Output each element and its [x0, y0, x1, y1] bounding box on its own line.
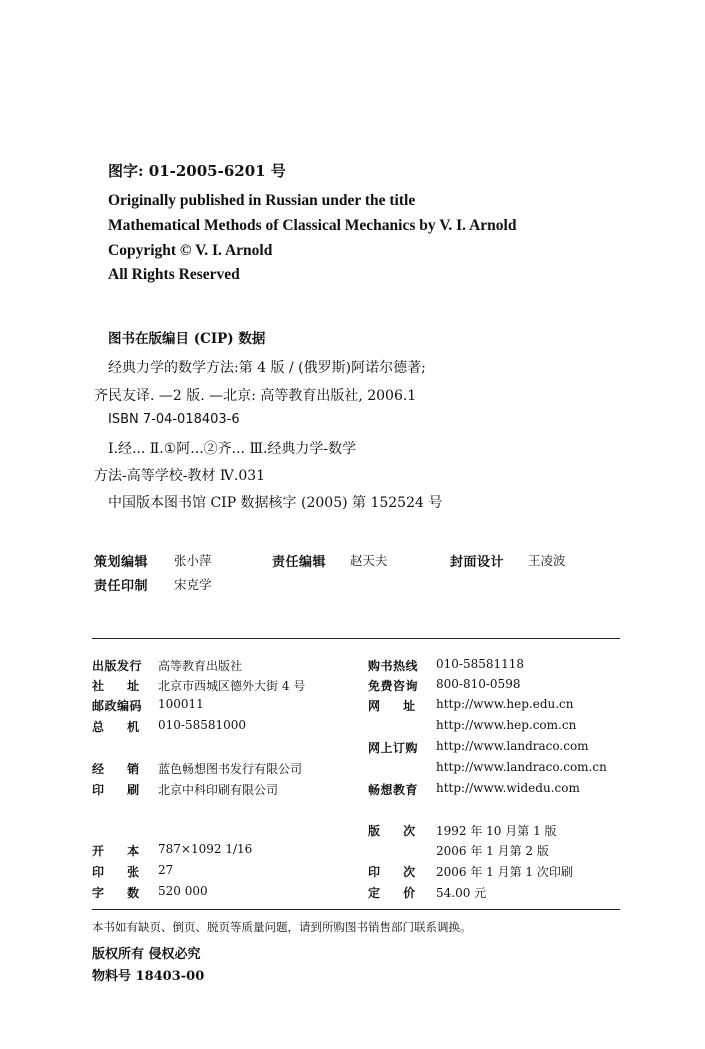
- online-order-link-1[interactable]: http://www.landraco.com: [436, 739, 589, 753]
- impression-label: 印 次: [368, 865, 416, 879]
- printer-label: 印 刷: [92, 783, 140, 797]
- online-order-label: 网上订购: [368, 741, 419, 755]
- copyright-line-3: Copyright © V. I. Arnold: [108, 242, 273, 259]
- sheets-label: 印 张: [92, 865, 140, 879]
- cip-line-4: Ⅰ.经... Ⅱ.①阿...②齐... Ⅲ.经典力学-数学: [108, 441, 357, 457]
- address-label: 社 址: [92, 679, 140, 693]
- distributor-label: 经 销: [92, 762, 140, 776]
- price-label: 定 价: [368, 886, 416, 900]
- widedu-link[interactable]: http://www.widedu.com: [436, 781, 580, 795]
- planning-editor-label: 策划编辑: [94, 555, 149, 570]
- website-link-1[interactable]: http://www.hep.edu.cn: [436, 697, 574, 711]
- website-link-2[interactable]: http://www.hep.com.cn: [436, 718, 577, 732]
- edition-first: 1992 年 10 月第 1 版: [436, 824, 557, 838]
- postcode-label: 邮政编码: [92, 699, 143, 713]
- free-consult-value: 800-810-0598: [436, 677, 521, 691]
- free-consult-label: 免费咨询: [368, 679, 419, 693]
- postcode-value: 100011: [158, 697, 204, 711]
- sheets-value: 27: [158, 863, 174, 877]
- website-label: 网 址: [368, 699, 416, 713]
- cover-design-name: 王凌波: [528, 553, 566, 568]
- switchboard-value: 010-58581000: [158, 718, 247, 732]
- format-label: 开 本: [92, 844, 140, 858]
- edition-second: 2006 年 1 月第 2 版: [436, 844, 549, 858]
- switchboard-label: 总 机: [92, 720, 140, 734]
- cover-design-label: 封面设计: [450, 555, 505, 570]
- price-value: 54.00 元: [436, 886, 487, 900]
- print-manager-label: 责任印制: [94, 579, 149, 594]
- word-count-value: 520 000: [158, 884, 208, 898]
- address-value: 北京市西城区德外大街 4 号: [158, 679, 306, 693]
- rights-reserved: 版权所有 侵权必究: [92, 947, 201, 962]
- publisher-label: 出版发行: [92, 659, 143, 673]
- copyright-line-1: Originally published in Russian under the title: [108, 192, 416, 209]
- online-order-link-2[interactable]: http://www.landraco.com.cn: [436, 760, 607, 774]
- copyright-line-4: All Rights Reserved: [108, 266, 240, 283]
- hotline-label: 购书热线: [368, 659, 419, 673]
- publisher-value: 高等教育出版社: [158, 659, 243, 673]
- hotline-value: 010-58581118: [436, 657, 525, 671]
- quality-notice: 本书如有缺页、倒页、脱页等质量问题，请到所购图书销售部门联系调换。: [92, 920, 472, 934]
- impression-value: 2006 年 1 月第 1 次印刷: [436, 865, 573, 879]
- import-permit-number: 图字: 01-2005-6201 号: [108, 162, 286, 180]
- cip-line-2: 齐民友译. —2 版. —北京: 高等教育出版社, 2006.1: [94, 388, 417, 404]
- divider-top: [92, 638, 620, 639]
- copyright-line-2: Mathematical Methods of Classical Mechanics by V. I. Arnold: [108, 217, 517, 234]
- widedu-label: 畅想教育: [368, 783, 419, 797]
- cip-line-6: 中国版本图书馆 CIP 数据核字 (2005) 第 152524 号: [108, 495, 443, 511]
- cip-isbn: ISBN 7-04-018403-6: [108, 412, 240, 427]
- responsible-editor-label: 责任编辑: [272, 555, 327, 570]
- cip-line-5: 方法-高等学校-教材 Ⅳ.031: [94, 468, 266, 484]
- cip-line-1: 经典力学的数学方法:第 4 版 / (俄罗斯)阿诺尔德著;: [108, 360, 426, 376]
- format-value: 787×1092 1/16: [158, 842, 253, 856]
- distributor-value: 蓝色畅想图书发行有限公司: [158, 762, 303, 776]
- edition-label: 版 次: [368, 824, 416, 838]
- printer-value: 北京中科印刷有限公司: [158, 783, 279, 797]
- item-number: 物料号 18403-00: [92, 969, 205, 984]
- planning-editor-name: 张小萍: [174, 553, 212, 568]
- cip-heading: 图书在版编目 (CIP) 数据: [108, 331, 266, 347]
- divider-bottom: [92, 909, 620, 910]
- print-manager-name: 宋克学: [174, 577, 212, 592]
- responsible-editor-name: 赵天夫: [350, 553, 388, 568]
- word-count-label: 字 数: [92, 886, 140, 900]
